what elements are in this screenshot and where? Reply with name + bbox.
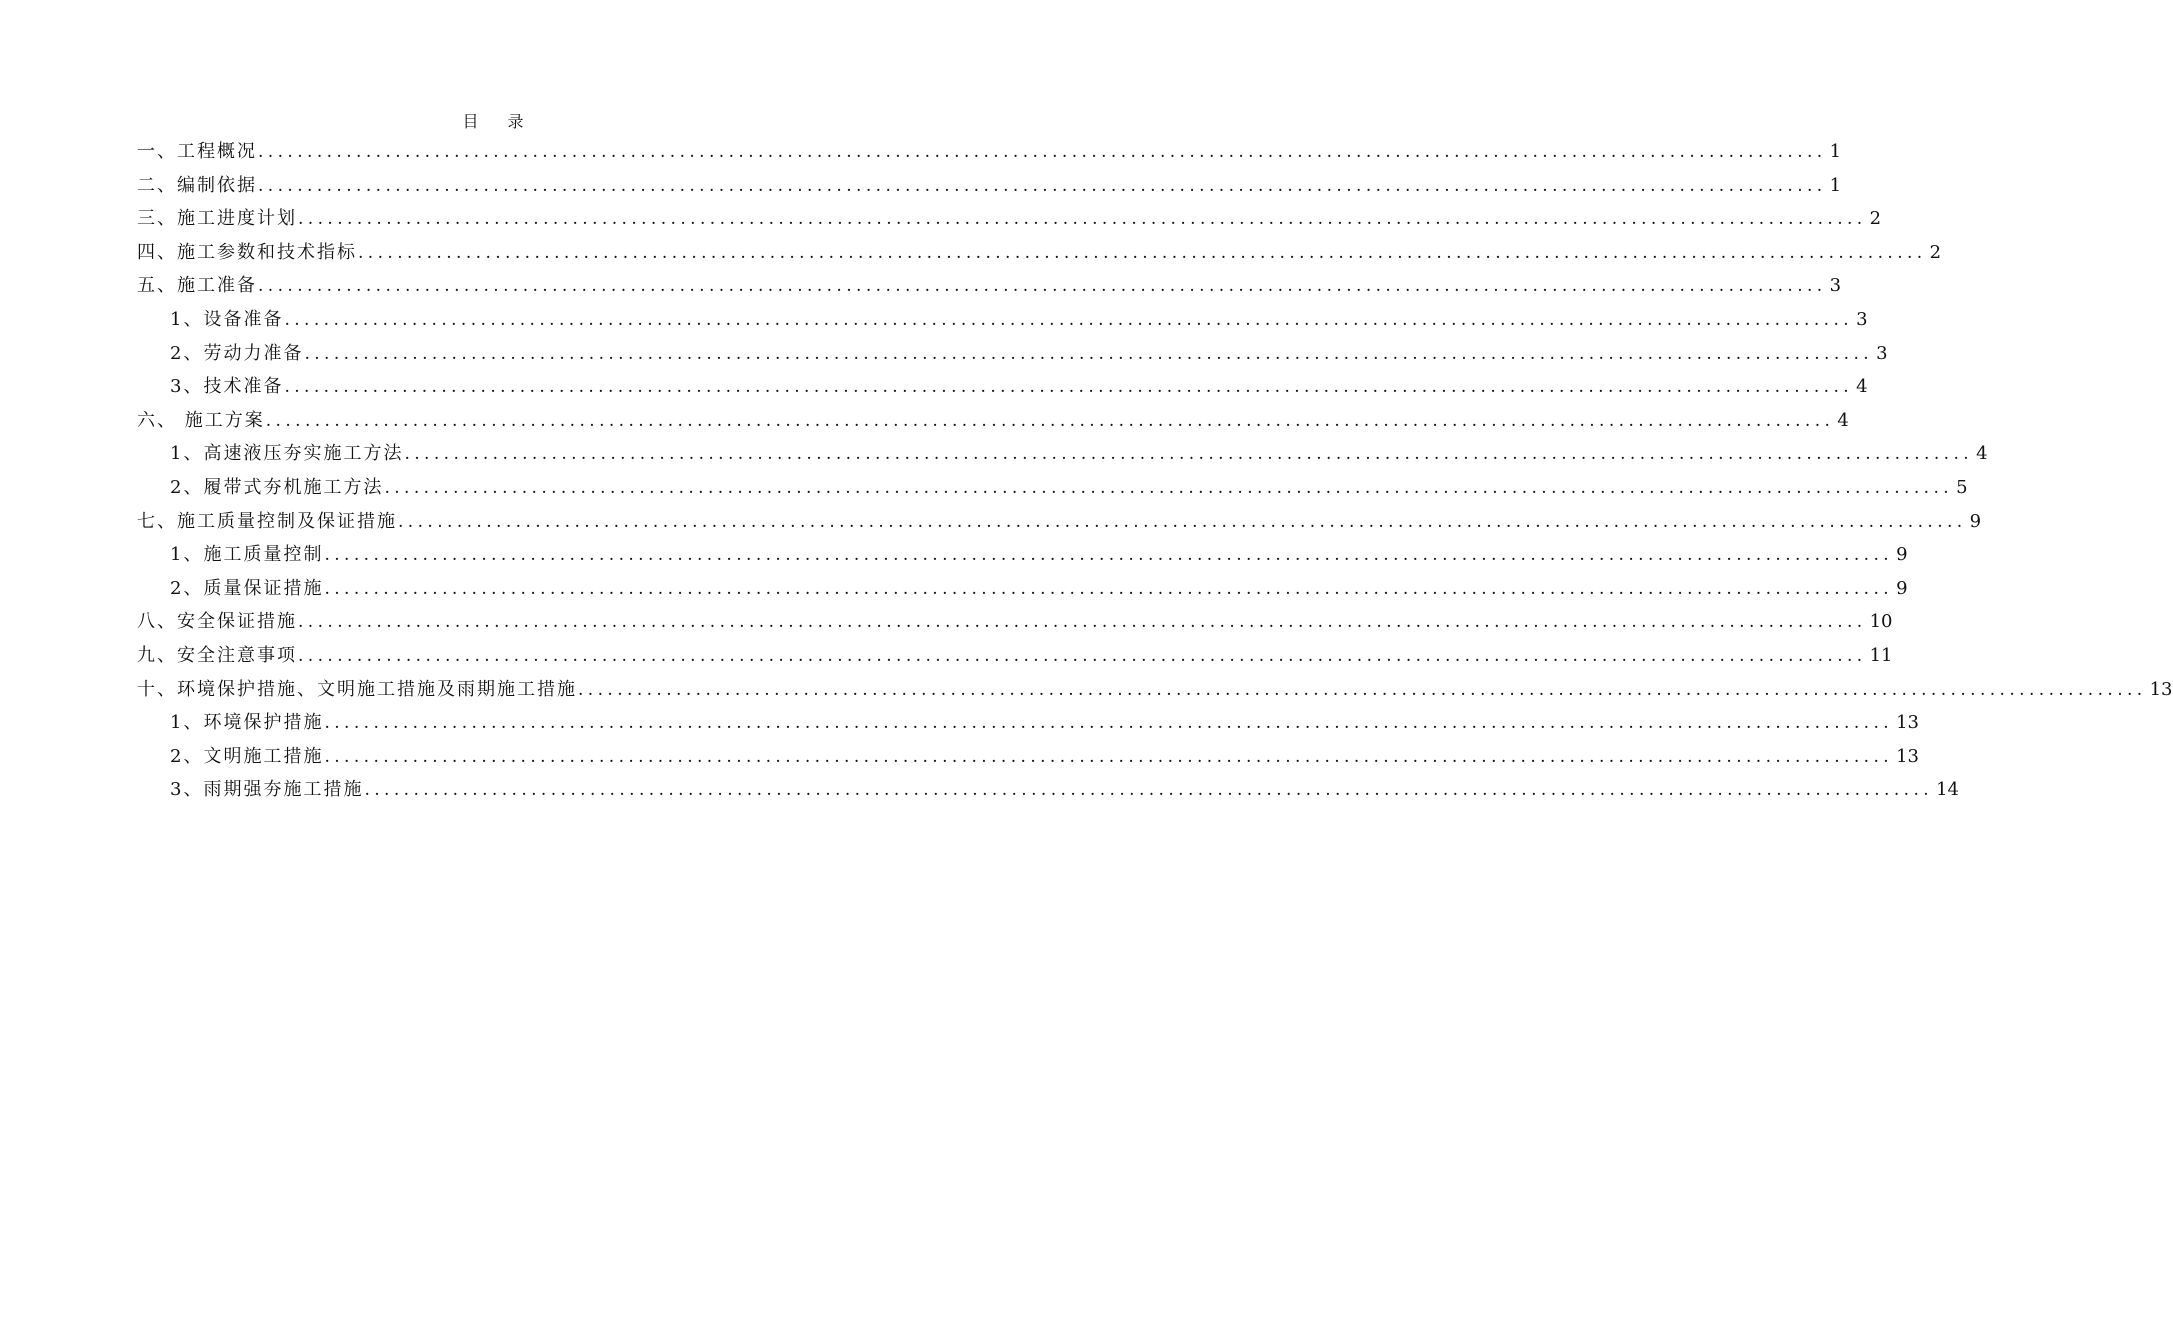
- dot-leader: ................................................................................................................................................................: [265, 410, 1835, 431]
- toc-entry-page: 9: [1896, 544, 1908, 566]
- toc-entry-label: 二、编制依据: [137, 174, 257, 196]
- toc-entry-page: 2: [1929, 241, 1942, 263]
- toc-subentry[interactable]: [137, 745, 1919, 779]
- dot-leader: ................................................................................................................................................................: [324, 578, 1894, 599]
- toc-entry[interactable]: [137, 409, 1849, 443]
- toc-entry-page: 13: [1896, 745, 1919, 767]
- toc-entry-page: 13: [2149, 678, 2173, 700]
- toc-entry-label: 1、环境保护措施: [170, 712, 324, 734]
- dot-leader: ................................................................................................................................................................: [364, 780, 1934, 801]
- toc-title: 目 录: [462, 112, 536, 131]
- toc-entry-label: 1、施工质量控制: [170, 544, 324, 566]
- toc-entry-label: 五、施工准备: [137, 275, 257, 297]
- toc-entry-page: 4: [1837, 409, 1849, 431]
- dot-leader: ................................................................................................................................................................: [358, 242, 1927, 263]
- dot-leader: ................................................................................................................................................................: [298, 209, 1867, 230]
- toc-entry-label: 3、雨期强夯施工措施: [170, 779, 364, 801]
- toc-subentry[interactable]: [137, 442, 1988, 476]
- toc-entry-label: 2、履带式夯机施工方法: [170, 476, 384, 498]
- toc-entry[interactable]: [137, 207, 1882, 241]
- toc-entry[interactable]: [137, 610, 1893, 644]
- toc-entry-page: 5: [1956, 476, 1968, 498]
- toc-entry-page: 13: [1896, 712, 1919, 734]
- toc-entry-label: 八、安全保证措施: [137, 611, 297, 633]
- toc-entry-label: 2、质量保证措施: [170, 577, 324, 599]
- toc-entry-page: 2: [1869, 208, 1882, 230]
- toc-list: [137, 140, 2173, 812]
- toc-subentry[interactable]: [137, 342, 1888, 376]
- toc-entry-page: 4: [1856, 376, 1868, 398]
- dot-leader: ................................................................................................................................................................: [298, 645, 1867, 666]
- toc-subentry[interactable]: [137, 543, 1908, 577]
- toc-entry-page: 11: [1869, 644, 1893, 666]
- toc-entry[interactable]: [137, 678, 2173, 712]
- toc-entry[interactable]: [137, 274, 1842, 308]
- toc-entry-label: 七、施工质量控制及保证措施: [137, 510, 397, 532]
- toc-entry-label: 六、 施工方案: [137, 409, 265, 431]
- toc-entry-label: 四、施工参数和技术指标: [137, 241, 357, 263]
- dot-leader: ................................................................................................................................................................: [304, 343, 1874, 364]
- toc-entry-page: 10: [1869, 611, 1893, 633]
- toc-subentry[interactable]: [137, 308, 1868, 342]
- dot-leader: ................................................................................................................................................................: [324, 713, 1894, 734]
- toc-subentry[interactable]: [137, 778, 1959, 812]
- toc-entry-label: 九、安全注意事项: [137, 644, 297, 666]
- toc-entry-page: 4: [1976, 443, 1988, 465]
- toc-entry-page: 1: [1829, 174, 1842, 196]
- toc-entry-page: 9: [1969, 510, 1982, 532]
- dot-leader: ................................................................................................................................................................: [284, 377, 1854, 398]
- toc-subentry[interactable]: [137, 711, 1919, 745]
- dot-leader: ................................................................................................................................................................: [258, 142, 1827, 162]
- toc-entry-page: 3: [1856, 308, 1868, 330]
- dot-leader: ................................................................................................................................................................: [324, 545, 1894, 566]
- dot-leader: ................................................................................................................................................................: [284, 309, 1854, 330]
- toc-subentry[interactable]: [137, 577, 1908, 611]
- toc-entry-label: 3、技术准备: [170, 376, 284, 398]
- toc-entry-page: 1: [1829, 141, 1842, 162]
- dot-leader: ................................................................................................................................................................: [258, 175, 1827, 196]
- toc-entry-label: 2、文明施工措施: [170, 745, 324, 767]
- toc-entry[interactable]: [137, 140, 1842, 174]
- dot-leader: ................................................................................................................................................................: [298, 612, 1867, 633]
- dot-leader: ................................................................................................................................................................: [258, 276, 1827, 297]
- toc-entry-label: 一、工程概况: [137, 141, 257, 162]
- dot-leader: ................................................................................................................................................................: [324, 746, 1894, 767]
- toc-entry[interactable]: [137, 510, 1982, 544]
- toc-entry-label: 1、高速液压夯实施工方法: [170, 443, 404, 465]
- toc-entry[interactable]: [137, 174, 1842, 208]
- toc-entry-label: 十、环境保护措施、文明施工措施及雨期施工措施: [137, 678, 577, 700]
- dot-leader: ................................................................................................................................................................: [398, 511, 1967, 532]
- toc-entry-label: 1、设备准备: [170, 308, 284, 330]
- toc-entry-page: 9: [1896, 577, 1908, 599]
- toc-entry-page: 3: [1829, 275, 1842, 297]
- toc-subentry[interactable]: [137, 476, 1968, 510]
- dot-leader: ................................................................................................................................................................: [404, 444, 1974, 465]
- toc-entry[interactable]: [137, 241, 1942, 275]
- toc-subentry[interactable]: [137, 375, 1868, 409]
- dot-leader: ................................................................................................................................................................: [384, 477, 1954, 498]
- toc-entry-label: 2、劳动力准备: [170, 342, 304, 364]
- toc-entry-page: 14: [1936, 779, 1959, 801]
- toc-entry[interactable]: [137, 644, 1893, 678]
- dot-leader: ................................................................................................................................................................: [578, 679, 2147, 700]
- toc-entry-page: 3: [1876, 342, 1888, 364]
- toc-entry-label: 三、施工进度计划: [137, 208, 297, 230]
